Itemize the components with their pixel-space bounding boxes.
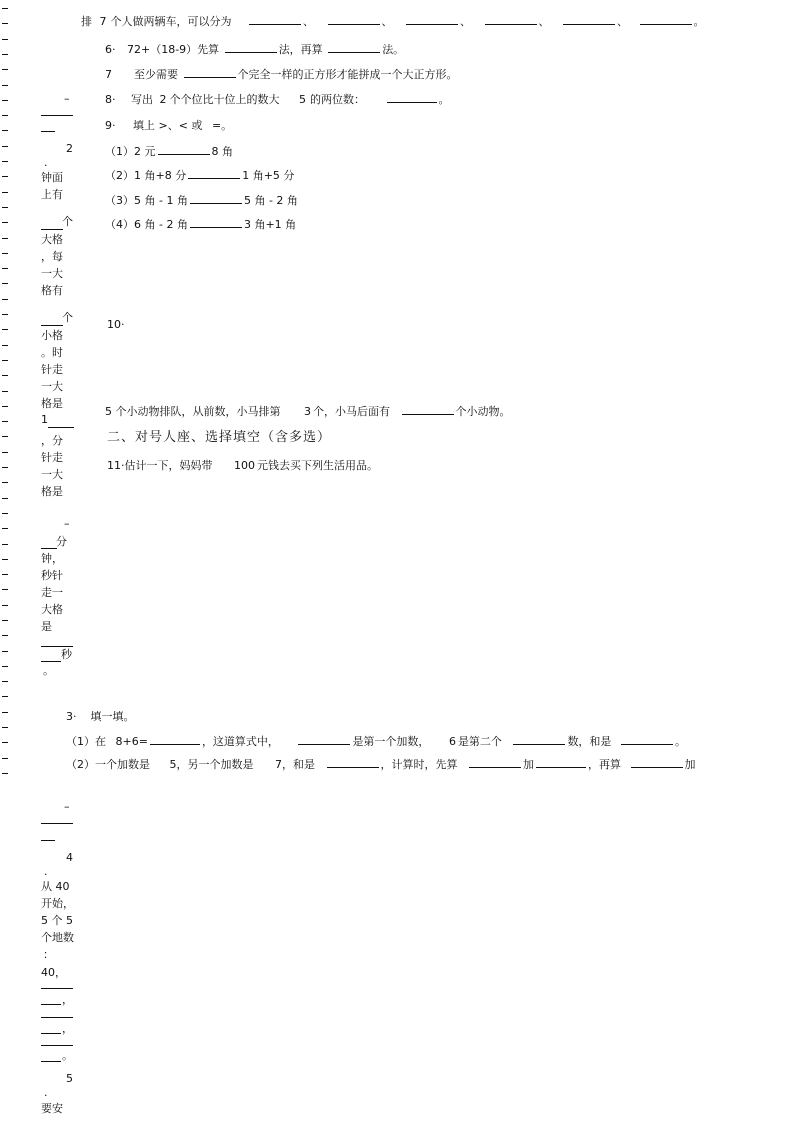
question-text: 小格 [41, 329, 63, 342]
answer-blank[interactable] [387, 92, 437, 103]
margin-tick [2, 268, 8, 269]
answer-line[interactable] [41, 1033, 61, 1034]
answer-line[interactable] [41, 840, 55, 841]
answer-blank[interactable] [469, 757, 521, 768]
margin-tick [2, 528, 8, 529]
comma: ， [62, 993, 73, 1006]
answer-blank[interactable] [513, 734, 565, 745]
item-label: （1） [105, 145, 134, 158]
question-text: 格有 [41, 284, 63, 297]
answer-blank[interactable] [190, 217, 242, 228]
question-7 [105, 67, 458, 82]
answer-line[interactable] [41, 646, 73, 647]
question-text: 法。 [382, 43, 405, 56]
question-text: 大格 [41, 233, 63, 246]
margin-tick [2, 467, 8, 468]
margin-tick [2, 758, 8, 759]
item-label: （2）一个加数是 [66, 758, 150, 771]
dot: . [44, 1086, 48, 1099]
number: 1 [41, 413, 48, 426]
item-right: 8 角 [211, 145, 233, 158]
question-text: 分 [56, 535, 67, 548]
question-8 [105, 92, 450, 107]
margin-tick [2, 589, 8, 590]
dot: · [121, 318, 125, 331]
question-number: 4 [66, 851, 73, 864]
margin-tick [2, 360, 8, 361]
dot: · [121, 459, 125, 472]
question-text: 72+（18-9）先算 [127, 43, 220, 56]
dot: · [112, 119, 116, 132]
line-top-text2: 个人做两辆车，可以分为 [110, 15, 232, 28]
question-text: 的两位数： [310, 93, 365, 106]
question-text: 个，小马后面有 [313, 405, 390, 418]
margin-tick [2, 314, 8, 315]
answer-line[interactable] [41, 661, 61, 662]
question-text: ，再算 [588, 758, 621, 771]
question-text: 一大 [41, 380, 63, 393]
question-text: 钟面 [41, 171, 63, 184]
item-left: 2 元 [134, 145, 156, 158]
question-text: 上有 [41, 188, 63, 201]
question-text: 针走 [41, 363, 63, 376]
margin-tick [2, 681, 8, 682]
separator: 、 [617, 15, 628, 28]
question-text: 加 [523, 758, 534, 771]
answer-blank[interactable] [621, 734, 673, 745]
question-text: 填上 >、< 或 [133, 119, 203, 132]
question-text: 个完全一样的正方形才能拼成一个大正方形。 [237, 68, 458, 81]
question-text: 估计一下，妈妈带 [124, 459, 213, 472]
question-number: 11 [107, 459, 121, 472]
margin-tick [2, 391, 8, 392]
question-text: 至少需要 [134, 68, 178, 81]
separator: 、 [381, 15, 393, 28]
question-text: ，计算时，先算 [380, 758, 458, 771]
compare-item [105, 144, 233, 159]
answer-blank[interactable] [402, 404, 454, 415]
margin-tick [2, 299, 8, 300]
period: 。 [674, 735, 686, 748]
question-text: 个个位比十位上的数大 [169, 93, 280, 106]
question-9 [105, 119, 232, 133]
question-title: 填一填。 [90, 710, 135, 723]
margin-tick [2, 238, 8, 239]
question-text: ，和是 [282, 758, 315, 771]
number: 100 [234, 459, 255, 472]
margin-tick [2, 100, 8, 101]
margin-tick [2, 161, 8, 162]
period: 。 [62, 1049, 73, 1062]
margin-tick [2, 130, 8, 131]
answer-line[interactable] [41, 823, 73, 824]
dot: . [44, 865, 48, 878]
number: 3 [304, 405, 311, 418]
question-text: ，每 [41, 250, 63, 263]
margin-tick [2, 620, 8, 621]
margin-tick [2, 773, 8, 774]
question-text: 要安 [41, 1102, 63, 1115]
separator: 、 [460, 15, 471, 28]
answer-blank[interactable] [188, 168, 240, 179]
compare-item [105, 193, 298, 208]
question-text: 针走 [41, 451, 63, 464]
number: 5 [169, 758, 177, 771]
question-number: 7 [105, 68, 112, 81]
margin-tick [2, 406, 8, 407]
period: 。 [693, 15, 705, 28]
answer-line[interactable] [41, 1004, 61, 1005]
compare-item [105, 217, 296, 232]
question-text: 一大 [41, 267, 63, 280]
answer-blank[interactable] [328, 14, 380, 25]
number: 40， [41, 966, 66, 979]
margin-tick [2, 559, 8, 560]
answer-line[interactable] [41, 1045, 73, 1046]
question-text: ，另一个加数是 [176, 758, 254, 771]
dot: . [44, 156, 48, 169]
margin-tick [2, 69, 8, 70]
answer-blank[interactable] [640, 14, 692, 25]
animals-question [105, 404, 511, 419]
answer-line[interactable] [41, 988, 73, 989]
margin-tick [2, 574, 8, 575]
period: 。 [438, 93, 450, 106]
question-number: 5 [66, 1072, 73, 1085]
answer-line[interactable] [41, 548, 57, 549]
answer-blank[interactable] [406, 14, 458, 25]
answer-blank[interactable] [184, 67, 236, 78]
number: 5 [299, 93, 306, 106]
margin-tick [2, 421, 8, 422]
margin-tick [2, 666, 8, 667]
item-right: 3 角+1 角 [243, 218, 297, 231]
question-text: 个 [62, 215, 73, 228]
margin-tick [2, 329, 8, 330]
question-text: 秒针 [41, 569, 63, 582]
item-right: 1 角+5 分 [242, 169, 295, 182]
dash-mark: – [64, 517, 70, 530]
question-number: 2 [66, 142, 73, 155]
item-label: （3） [105, 194, 134, 207]
margin-tick [2, 192, 8, 193]
period: 。 [43, 664, 54, 677]
question-text: 是 [41, 620, 52, 633]
answer-blank[interactable] [190, 193, 242, 204]
line-top-text: 排 [81, 15, 92, 28]
separator: 、 [538, 15, 550, 28]
separator: 、 [303, 15, 314, 28]
item-right: 5 角 - 2 角 [243, 194, 298, 207]
question-text: 开始， [41, 897, 74, 910]
question-text: ，分 [41, 434, 63, 447]
margin-tick [2, 283, 8, 284]
margin-tick [2, 651, 8, 652]
question-text: 5 个 5 [41, 914, 73, 927]
answer-blank[interactable] [631, 757, 683, 768]
answer-blank[interactable] [150, 734, 200, 745]
line-top [81, 14, 705, 29]
margin-tick [2, 345, 8, 346]
question-text: 钟， [41, 552, 63, 565]
answer-blank[interactable] [485, 14, 537, 25]
question-text: 个地数 [41, 931, 74, 944]
question-number: 6 [105, 43, 112, 56]
margin-tick [2, 513, 8, 514]
margin-tick [2, 727, 8, 728]
question-text: =。 [211, 119, 233, 132]
comma: ， [62, 1022, 73, 1035]
question-number: 8 [105, 93, 112, 106]
dot: · [112, 93, 116, 106]
answer-line[interactable] [48, 427, 74, 428]
margin-tick-column [2, 0, 12, 780]
item-left: 5 角 - 1 角 [134, 194, 188, 207]
expression: 8+6= [115, 735, 148, 748]
question-text: 走一 [41, 586, 63, 599]
number: 2 [159, 93, 167, 106]
question-text: 是第一个加数， [352, 735, 430, 748]
margin-tick [2, 482, 8, 483]
question-text: 格是 [41, 397, 63, 410]
margin-tick [2, 742, 8, 743]
answer-blank[interactable] [536, 757, 586, 768]
answer-blank[interactable] [225, 42, 277, 53]
answer-line[interactable] [41, 115, 73, 116]
answer-blank[interactable] [158, 144, 210, 155]
margin-tick [2, 253, 8, 254]
margin-tick [2, 39, 8, 40]
question-text: 数，和是 [567, 735, 612, 748]
answer-line[interactable] [41, 325, 63, 326]
question-6 [105, 42, 404, 57]
answer-line[interactable] [41, 1061, 61, 1062]
margin-tick [2, 222, 8, 223]
question-text: 是第二个 [457, 735, 502, 748]
question-3-part-1 [66, 734, 686, 749]
margin-tick [2, 207, 8, 208]
dot: · [73, 710, 77, 723]
answer-blank[interactable] [249, 14, 301, 25]
margin-tick [2, 8, 8, 9]
compare-item [105, 168, 294, 183]
margin-tick [2, 115, 8, 116]
question-text: 元钱去买下列生活用品。 [257, 459, 378, 472]
question-text: 法，再算 [278, 43, 323, 56]
margin-tick [2, 605, 8, 606]
question-number: 10 [107, 318, 121, 331]
number: 7 [275, 758, 282, 771]
answer-blank[interactable] [298, 734, 350, 745]
question-text: 从 40 [41, 880, 70, 893]
question-3-part-2 [66, 757, 696, 772]
margin-tick [2, 544, 8, 545]
answer-line[interactable] [41, 1017, 73, 1018]
item-left: 1 角+8 分 [134, 169, 187, 182]
answer-blank[interactable] [327, 757, 379, 768]
question-number: 9 [105, 119, 112, 132]
item-label: （1）在 [66, 735, 106, 748]
margin-tick [2, 712, 8, 713]
margin-tick [2, 635, 8, 636]
margin-tick [2, 54, 8, 55]
question-text: 个 [62, 311, 73, 324]
margin-tick [2, 498, 8, 499]
margin-tick [2, 85, 8, 86]
question-text: 格是 [41, 485, 63, 498]
margin-tick [2, 375, 8, 376]
question-text: ，这道算式中， [201, 735, 279, 748]
dash-mark: – [64, 800, 70, 813]
question-text: 个小动物。 [455, 405, 511, 418]
dot: · [112, 43, 116, 56]
question-text: 一大 [41, 468, 63, 481]
question-11 [107, 459, 378, 473]
section-heading: 二、对号人座、选择填空（含多选） [107, 430, 332, 445]
question-text: 。时 [41, 346, 63, 359]
margin-tick [2, 452, 8, 453]
question-10 [107, 318, 125, 332]
margin-tick [2, 696, 8, 697]
margin-tick [2, 146, 8, 147]
line-top-number: 7 [99, 15, 107, 28]
question-text: 大格 [41, 603, 63, 616]
question-3 [66, 710, 135, 724]
dash-mark: – [64, 92, 70, 105]
question-text: 写出 [131, 93, 153, 106]
question-number: 3 [66, 710, 73, 723]
answer-blank[interactable] [563, 14, 615, 25]
question-text: 5 个小动物排队，从前数，小马排第 [105, 405, 281, 418]
item-left: 6 角 - 2 角 [134, 218, 188, 231]
question-text: ： [43, 948, 54, 961]
margin-tick [2, 23, 8, 24]
margin-tick [2, 436, 8, 437]
answer-line[interactable] [41, 131, 55, 132]
margin-tick [2, 176, 8, 177]
answer-blank[interactable] [328, 42, 380, 53]
item-label: （2） [105, 169, 134, 182]
item-label: （4） [105, 218, 134, 231]
number: 6 [448, 735, 456, 748]
answer-line[interactable] [41, 229, 63, 230]
question-text: 秒 [61, 648, 72, 661]
question-text: 加 [684, 758, 696, 771]
